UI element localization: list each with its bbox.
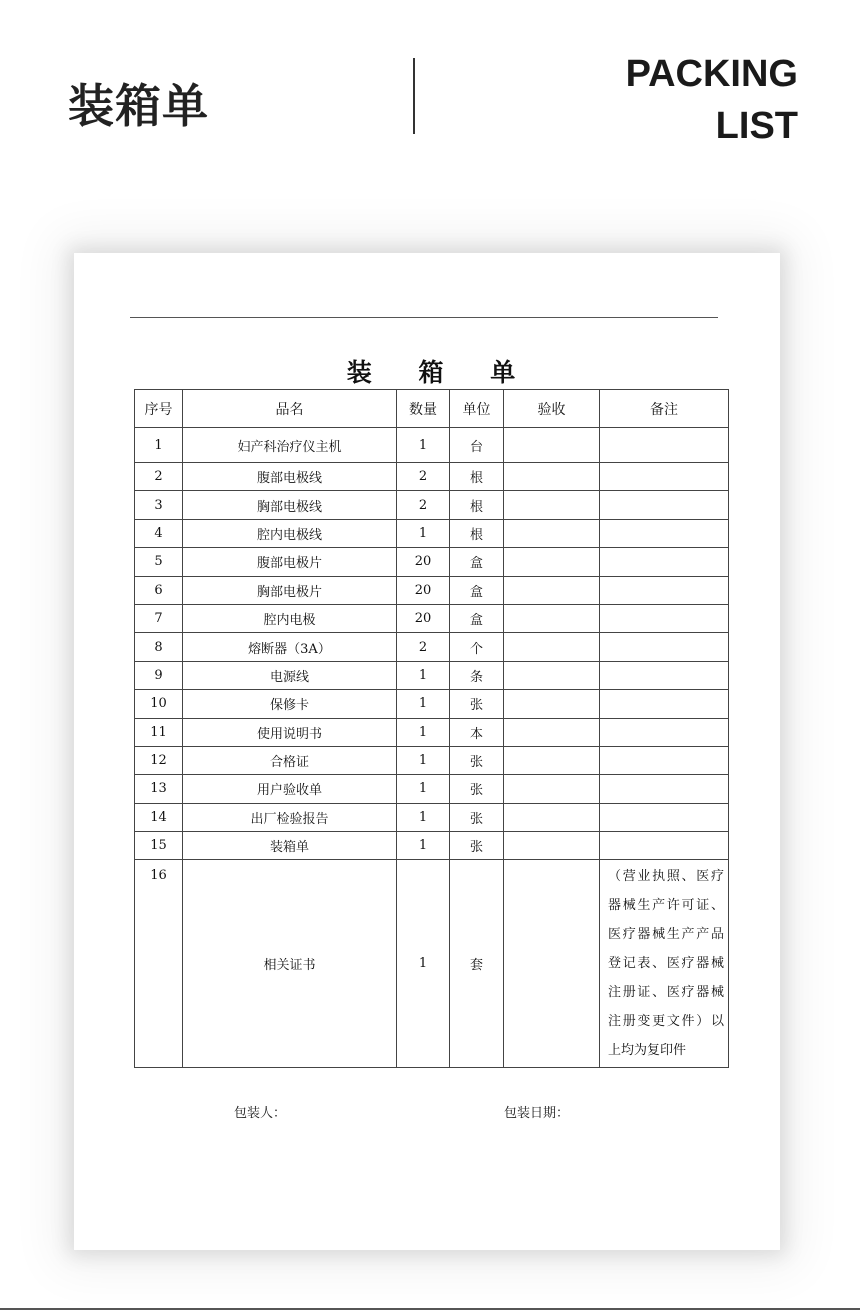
page-title-en — [626, 48, 798, 152]
cell-check — [504, 428, 600, 463]
cell-name: 胸部电极线 — [183, 491, 397, 519]
cell-unit: 条 — [450, 661, 504, 689]
cell-qty: 20 — [397, 576, 450, 604]
cell-name: 腔内电极 — [183, 604, 397, 632]
cell-unit: 张 — [450, 803, 504, 831]
table-row — [135, 428, 729, 463]
cell-unit: 套 — [450, 860, 504, 1068]
table-row — [135, 604, 729, 632]
cell-note — [600, 832, 729, 860]
cell-no: 10 — [135, 690, 183, 718]
packing-table — [134, 389, 729, 1068]
cell-check — [504, 633, 600, 661]
col-header-unit: 单位 — [450, 390, 504, 428]
title-en-line2: LIST — [715, 105, 798, 147]
table-row — [135, 633, 729, 661]
cell-no: 14 — [135, 803, 183, 831]
table-row — [135, 775, 729, 803]
cell-qty: 1 — [397, 860, 450, 1068]
cell-name: 熔断器（3A） — [183, 633, 397, 661]
cell-unit: 张 — [450, 690, 504, 718]
cell-qty: 1 — [397, 803, 450, 831]
cell-unit: 根 — [450, 463, 504, 491]
cell-note — [600, 690, 729, 718]
cell-qty: 1 — [397, 775, 450, 803]
cell-qty: 1 — [397, 690, 450, 718]
cell-unit: 张 — [450, 832, 504, 860]
cell-check — [504, 860, 600, 1068]
table-row — [135, 718, 729, 746]
cell-unit: 根 — [450, 519, 504, 547]
col-header-name: 品名 — [183, 390, 397, 428]
cell-name: 保修卡 — [183, 690, 397, 718]
cell-name: 腹部电极片 — [183, 548, 397, 576]
cell-check — [504, 832, 600, 860]
cell-note — [600, 428, 729, 463]
cell-check — [504, 775, 600, 803]
cell-note — [600, 604, 729, 632]
cell-no: 13 — [135, 775, 183, 803]
packing-list-sheet — [74, 253, 780, 1250]
cell-unit: 根 — [450, 491, 504, 519]
cell-note — [600, 491, 729, 519]
cell-name: 装箱单 — [183, 832, 397, 860]
cell-qty: 2 — [397, 633, 450, 661]
table-row — [135, 690, 729, 718]
cell-note — [600, 519, 729, 547]
cell-no: 8 — [135, 633, 183, 661]
bottom-divider — [0, 1308, 860, 1310]
cell-note — [600, 775, 729, 803]
cell-qty: 20 — [397, 548, 450, 576]
cell-no: 4 — [135, 519, 183, 547]
cell-no: 3 — [135, 491, 183, 519]
table-row — [135, 548, 729, 576]
cell-check — [504, 690, 600, 718]
table-row-last — [135, 860, 729, 1068]
pack-date-label: 包装日期： — [504, 1106, 570, 1121]
cell-name: 电源线 — [183, 661, 397, 689]
cell-qty: 20 — [397, 604, 450, 632]
page-title-cn: 装箱单 — [68, 79, 209, 133]
cell-name: 腹部电极线 — [183, 463, 397, 491]
cell-name: 腔内电极线 — [183, 519, 397, 547]
cell-name: 合格证 — [183, 746, 397, 774]
header-divider — [413, 58, 415, 134]
cell-no: 2 — [135, 463, 183, 491]
cell-unit: 盒 — [450, 576, 504, 604]
cell-check — [504, 463, 600, 491]
sheet-top-rule — [130, 317, 718, 318]
cell-no: 12 — [135, 746, 183, 774]
col-header-note: 备注 — [600, 390, 729, 428]
cell-name: 使用说明书 — [183, 718, 397, 746]
cell-qty: 1 — [397, 661, 450, 689]
cell-unit: 张 — [450, 746, 504, 774]
cell-no: 9 — [135, 661, 183, 689]
cell-note: （营业执照、医疗器械生产许可证、医疗器械生产产品登记表、医疗器械注册证、医疗器械注册变更文件）以上均为复印件 — [600, 860, 729, 1068]
cell-no: 6 — [135, 576, 183, 604]
cell-note — [600, 803, 729, 831]
cell-name: 胸部电极片 — [183, 576, 397, 604]
cell-check — [504, 661, 600, 689]
cell-check — [504, 718, 600, 746]
cell-qty: 2 — [397, 491, 450, 519]
cell-check — [504, 548, 600, 576]
cell-check — [504, 491, 600, 519]
cell-no: 16 — [135, 860, 183, 1068]
cell-no: 7 — [135, 604, 183, 632]
cell-qty: 1 — [397, 718, 450, 746]
cell-no: 1 — [135, 428, 183, 463]
cell-check — [504, 746, 600, 774]
cell-note — [600, 548, 729, 576]
cell-unit: 张 — [450, 775, 504, 803]
cell-check — [504, 803, 600, 831]
table-row — [135, 832, 729, 860]
title-en-line1: PACKING — [625, 53, 798, 95]
cell-qty: 1 — [397, 832, 450, 860]
cell-no: 5 — [135, 548, 183, 576]
cell-qty: 2 — [397, 463, 450, 491]
cell-name: 出厂检验报告 — [183, 803, 397, 831]
col-header-no: 序号 — [135, 390, 183, 428]
cell-check — [504, 604, 600, 632]
cell-unit: 盒 — [450, 548, 504, 576]
cell-qty: 1 — [397, 519, 450, 547]
table-row — [135, 463, 729, 491]
table-row — [135, 661, 729, 689]
cell-check — [504, 576, 600, 604]
table-body — [135, 428, 729, 1068]
table-row — [135, 491, 729, 519]
col-header-check: 验收 — [504, 390, 600, 428]
cell-note — [600, 661, 729, 689]
cell-note — [600, 633, 729, 661]
cell-note — [600, 746, 729, 774]
cell-qty: 1 — [397, 428, 450, 463]
cell-unit: 个 — [450, 633, 504, 661]
packer-label: 包装人： — [234, 1106, 287, 1121]
cell-name: 妇产科治疗仪主机 — [183, 428, 397, 463]
cell-name: 相关证书 — [183, 860, 397, 1068]
cell-note — [600, 576, 729, 604]
cell-unit: 台 — [450, 428, 504, 463]
table-row — [135, 746, 729, 774]
col-header-qty: 数量 — [397, 390, 450, 428]
table-row — [135, 803, 729, 831]
cell-name: 用户验收单 — [183, 775, 397, 803]
sheet-title: 装 箱 单 — [346, 358, 516, 387]
table-row — [135, 519, 729, 547]
cell-no: 15 — [135, 832, 183, 860]
table-row — [135, 576, 729, 604]
cell-check — [504, 519, 600, 547]
cell-unit: 盒 — [450, 604, 504, 632]
cell-qty: 1 — [397, 746, 450, 774]
cell-unit: 本 — [450, 718, 504, 746]
cell-note — [600, 718, 729, 746]
table-header-row — [135, 390, 729, 428]
cell-note — [600, 463, 729, 491]
cell-no: 11 — [135, 718, 183, 746]
